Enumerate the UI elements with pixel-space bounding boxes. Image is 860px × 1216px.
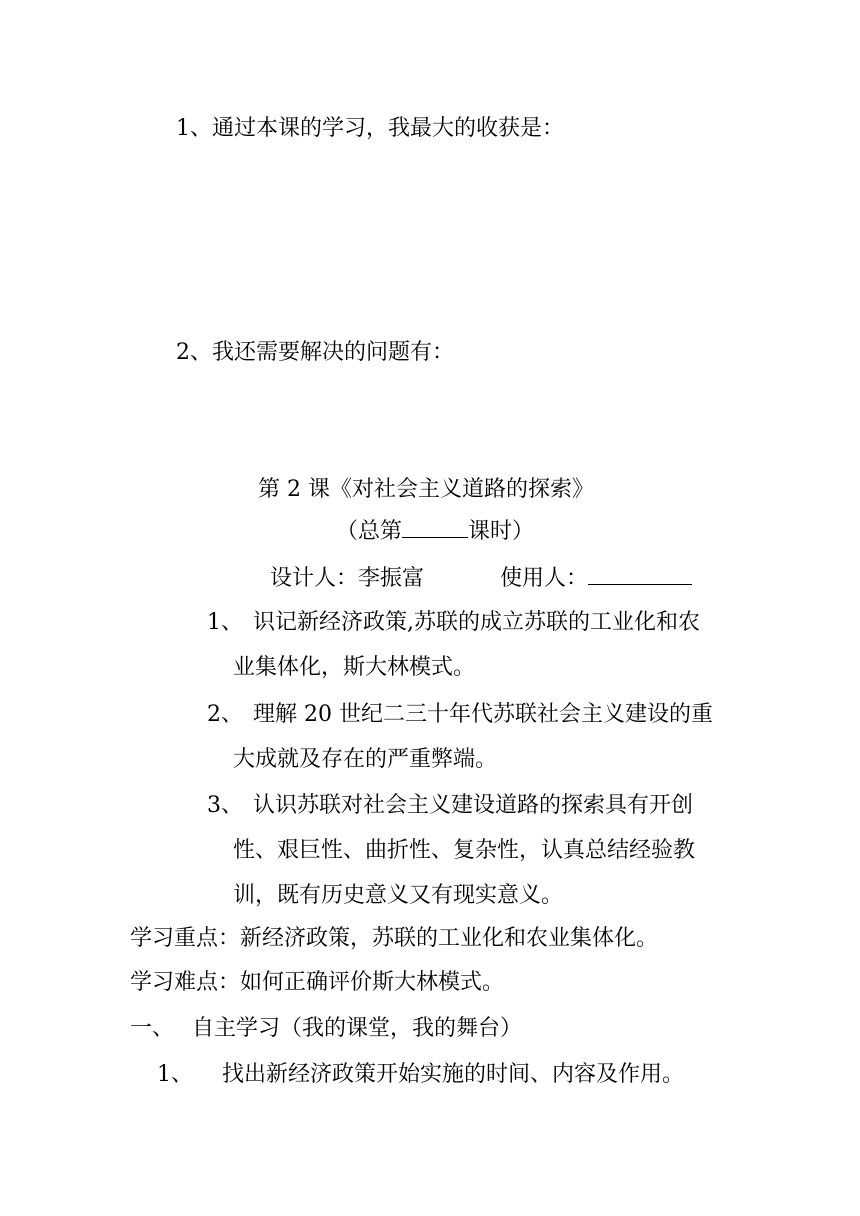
period-prefix: （总第 — [336, 519, 403, 544]
difficulty: 学习难点：如何正确评价斯大林模式。 — [130, 970, 505, 995]
objective-3-line-2: 性、艰巨性、曲折性、复杂性，认真总结经验教 — [233, 838, 696, 863]
reflection-question-2: 2、我还需要解决的问题有： — [176, 340, 454, 365]
objective-3-line-3: 训，既有历史意义又有现实意义。 — [233, 883, 564, 908]
period-blank — [402, 537, 468, 538]
reflection-question-1: 1、通过本课的学习，我最大的收获是： — [176, 116, 564, 141]
objective-2-line-2: 大成就及存在的严重弊端。 — [233, 747, 498, 772]
objective-1-line-1: 识记新经济政策,苏联的成立苏联的工业化和农 — [253, 610, 700, 635]
user-field — [500, 564, 692, 594]
objective-1-number: 1、 — [207, 610, 243, 635]
section-1-title: 自主学习（我的课堂，我的舞台） — [192, 1016, 523, 1041]
objective-3-number: 3、 — [207, 793, 243, 818]
lesson-title: 第 2 课《对社会主义道路的探索》 — [258, 477, 594, 502]
designer-label: 设计人：李振富 — [270, 566, 425, 591]
objective-3-line-1: 认识苏联对社会主义建设道路的探索具有开创 — [253, 793, 694, 818]
user-label: 使用人： — [500, 566, 589, 591]
objective-2-line-1: 理解 20 世纪二三十年代苏联社会主义建设的重 — [253, 702, 713, 727]
key-point: 学习重点：新经济政策，苏联的工业化和农业集体化。 — [130, 926, 659, 951]
objective-1-line-2: 业集体化，斯大林模式。 — [233, 655, 476, 680]
user-blank — [588, 584, 692, 585]
period-suffix: 课时） — [468, 519, 535, 544]
section-1-number: 一、 — [130, 1016, 175, 1041]
lesson-period — [336, 517, 534, 547]
task-1-number: 1、 — [157, 1062, 193, 1087]
task-1-text: 找出新经济政策开始实施的时间、内容及作用。 — [222, 1062, 685, 1087]
objective-2-number: 2、 — [207, 702, 243, 727]
